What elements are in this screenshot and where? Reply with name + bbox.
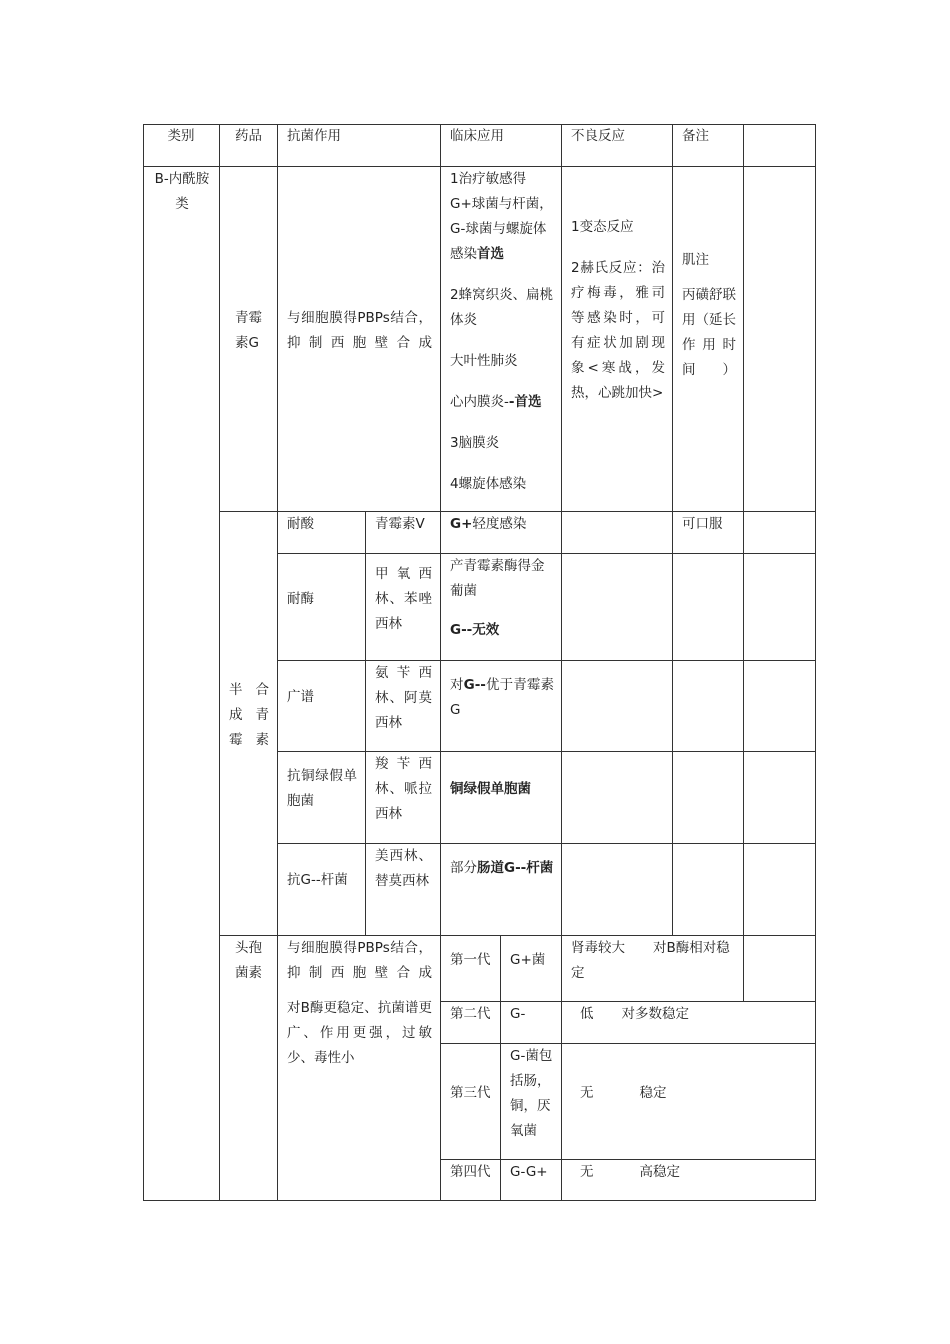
header-adverse: 不良反应: [571, 128, 625, 144]
first-choice-tag-2: -首选: [508, 394, 542, 410]
header-notes: 备注: [682, 128, 709, 144]
semi-clinical-enzyme-line1: 产青霉素酶得金葡菌: [450, 558, 545, 599]
penicillin-g-adverse: [571, 215, 665, 406]
semi-drugs-gneg: 美西林、替莫西林: [375, 848, 432, 889]
clinical-item-3: 大叶性肺炎: [450, 353, 518, 369]
semi-clinical-gneg: 部分肠道G--杆菌: [450, 860, 554, 876]
clinical-item-2: 2蜂窝织炎、扁桃体炎: [450, 287, 554, 328]
adverse-item-2: 2赫氏反应：治疗梅毒，雅司等感染时，可有症状加剧现象<寒战，发热，心跳加快>: [571, 260, 665, 401]
semi-clinical-enzyme: [450, 554, 554, 643]
gram-negative-tag: G--: [463, 677, 486, 693]
gen-2-label: 第二代: [450, 1006, 491, 1022]
gen-4-spectrum: G-G+: [510, 1164, 548, 1180]
penicillin-g-notes: [682, 248, 736, 383]
gen-3-detail: 无 稳定: [580, 1085, 667, 1101]
gram-positive-tag: G+: [450, 516, 473, 532]
semi-clinical-acid-text: 轻度感染: [472, 516, 527, 532]
semi-synthetic-label: 半合成青霉素: [229, 682, 269, 748]
cephalosporin-action-1: 与细胞膜得PBPs结合，抑制西胞壁合成: [287, 940, 432, 981]
semi-type-gneg: 抗G--杆菌: [287, 872, 348, 888]
semi-clinical-acid: [450, 512, 554, 537]
note-item-1: 肌注: [682, 252, 709, 268]
header-category: 类别: [167, 128, 195, 144]
penicillin-g-clinical: [450, 167, 554, 497]
semi-clinical-enzyme-line2: G--无效: [450, 622, 500, 638]
semi-clinical-broad: 对G--优于青霉素G: [450, 677, 555, 718]
clinical-item-4: 心内膜炎-: [450, 394, 509, 410]
semi-clinical-pseudomonas: 铜绿假单胞菌: [450, 781, 531, 797]
gen-1-label: 第一代: [450, 952, 491, 968]
gen-1-spectrum: G+菌: [510, 952, 546, 968]
gen-3-spectrum: G-菌包括肠，铜，厌氧菌: [510, 1048, 553, 1139]
gen-2-detail: 低 对多数稳定: [580, 1006, 689, 1022]
gen-1-detail: 肾毒较大 对B酶相对稳定: [571, 940, 730, 981]
semi-type-pseudomonas: 抗铜绿假单胞菌: [287, 768, 357, 809]
first-choice-tag: 首选: [477, 246, 504, 262]
penicillin-g-action: 与细胞膜得PBPs结合，抑制西胞壁合成: [287, 310, 432, 351]
semi-type-enzyme: 耐酶: [287, 591, 314, 607]
semi-drugs-pseudomonas: 羧苄西林、哌拉西林: [375, 756, 432, 822]
category-label: B-内酰胺类: [154, 171, 210, 212]
gen-4-label: 第四代: [450, 1164, 491, 1180]
semi-note-acid: 可口服: [682, 516, 723, 532]
semi-drugs-acid: 青霉素V: [375, 516, 425, 532]
cephalosporin-action: [287, 936, 432, 1071]
note-item-2: 丙磺舒联用（延长作用时间）: [682, 287, 736, 378]
drug-cephalosporin: 头孢菌素: [235, 940, 262, 981]
gen-4-detail: 无 高稳定: [580, 1164, 680, 1180]
semi-type-broad: 广谱: [287, 689, 314, 705]
gen-3-label: 第三代: [450, 1085, 491, 1101]
gen-2-spectrum: G-: [510, 1006, 526, 1022]
clinical-item-5: 3脑膜炎: [450, 435, 500, 451]
drug-penicillin-g: 青霉素G: [235, 310, 262, 351]
header-clinical: 临床应用: [450, 128, 504, 144]
clinical-item-1: 1治疗敏感得G+球菌与杆菌，G-球菌与螺旋体感染: [450, 171, 553, 262]
cephalosporin-action-2: 对B酶更稳定、抗菌谱更广、作用更强，过敏少、毒性小: [287, 1000, 432, 1066]
semi-drugs-enzyme: 甲氧西林、苯唑西林: [375, 566, 432, 632]
clinical-item-6: 4螺旋体感染: [450, 476, 527, 492]
header-action: 抗菌作用: [287, 128, 341, 144]
semi-drugs-broad: 氨苄西林、阿莫西林: [375, 665, 432, 731]
header-drug: 药品: [235, 128, 262, 144]
adverse-item-1: 1变态反应: [571, 219, 634, 235]
semi-type-acid: 耐酸: [287, 516, 314, 532]
